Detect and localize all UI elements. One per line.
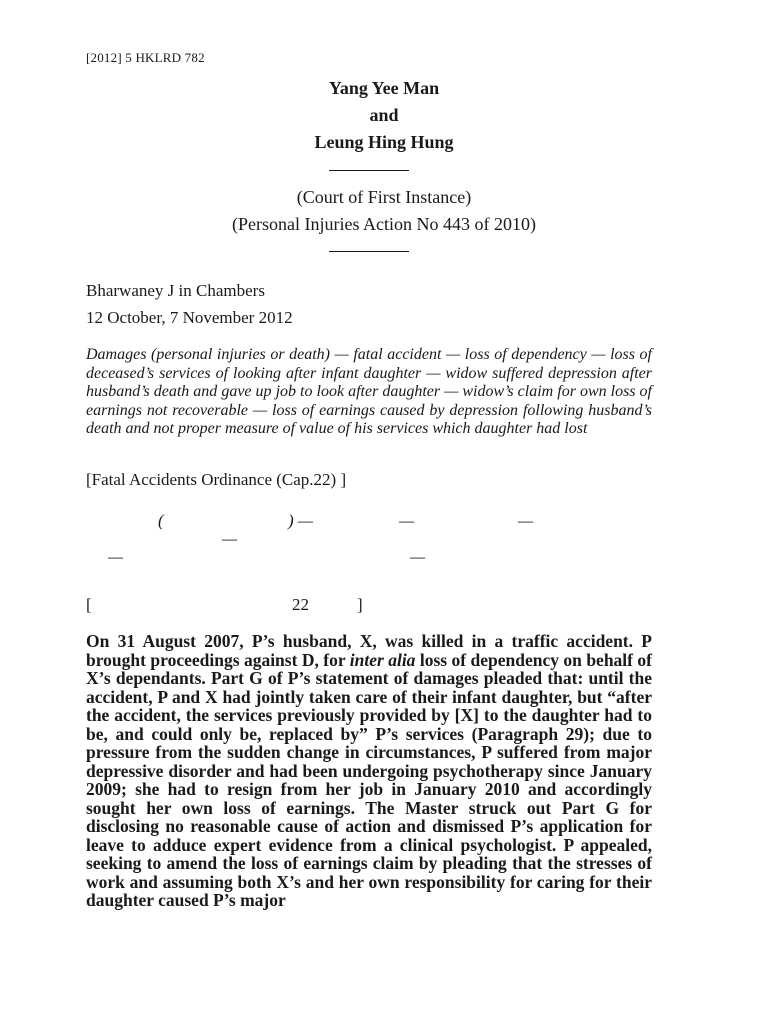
judge-line: Bharwaney J in Chambers [86, 281, 265, 300]
headnote-inter-alia: inter alia [349, 649, 416, 670]
headnote-paragraph [86, 632, 652, 910]
title-divider-bottom [329, 251, 409, 252]
catchwords-alt-dash: — [108, 547, 124, 566]
report-citation: [2012] 5 HKLRD 782 [86, 50, 205, 65]
catchwords-alt-dash: — [222, 529, 238, 548]
parties-conjunction: and [369, 105, 399, 125]
headnote-text-part1: On 31 August 2007, P’s husband, X, was killed in a traffic accident. P brought proceedings against D, for [86, 631, 652, 670]
defendant-name: Leung Hing Hung [314, 132, 454, 152]
catchwords-alt-dash: — [410, 547, 426, 566]
statute-reference: [Fatal Accidents Ordinance (Cap.22) ] [86, 470, 347, 489]
catchwords-english: Damages (personal injuries or death) — fatal accident — loss of dependency — loss of deceased’s services of looking after infant daughter — widow suffered depression after husband’s death and gave up job to look after daughter — widow’s claim for own loss of earnings not recoverable — loss of earnings caused by depression following husband’s death and not proper measure of value of his services which daughter had lost [86, 346, 652, 437]
action-number: (Personal Injuries Action No 443 of 2010) [232, 214, 536, 234]
hearing-dates: 12 October, 7 November 2012 [86, 308, 293, 327]
catchwords-alt-dash: — [518, 511, 534, 530]
catchwords-alt-paren-close: ) — [288, 511, 314, 530]
statute-alt-bracket-open: [ [86, 595, 92, 614]
title-divider-top [329, 170, 409, 171]
catchwords-alt-dash: — [399, 511, 415, 530]
statute-alt-cap-number: 22 [292, 595, 309, 614]
catchwords-alt-paren-open: ( [158, 511, 164, 530]
headnote-text-part2: loss of dependency on behalf of X’s dependants. Part G of P’s statement of damages pleaded that: until the accident, P and X had jointly taken care of their infant daughter, but “after the accident, the services previously provided by [X] to the daughter had to be, and could only be, replaced by” P’s services (Paragraph 29); due to pressure from the sudden change in circumstances, P suffered from major depressive disorder and had been undergoing psychotherapy since January 2009; she had to resign from her job in January 2010 and accordingly sought her own loss of earnings. The Master struck out Part G for disclosing no reasonable cause of action and dismissed P’s application for leave to adduce expert evidence from a clinical psychologist. P appealed, seeking to amend the loss of earnings claim by pleading that the stresses of work and assuming both X’s and her own responsibility for caring for their daughter caused P’s major [86, 649, 653, 910]
plaintiff-name: Yang Yee Man [328, 78, 440, 98]
court-name: (Court of First Instance) [296, 187, 472, 207]
statute-alt-bracket-close: ] [357, 595, 363, 614]
